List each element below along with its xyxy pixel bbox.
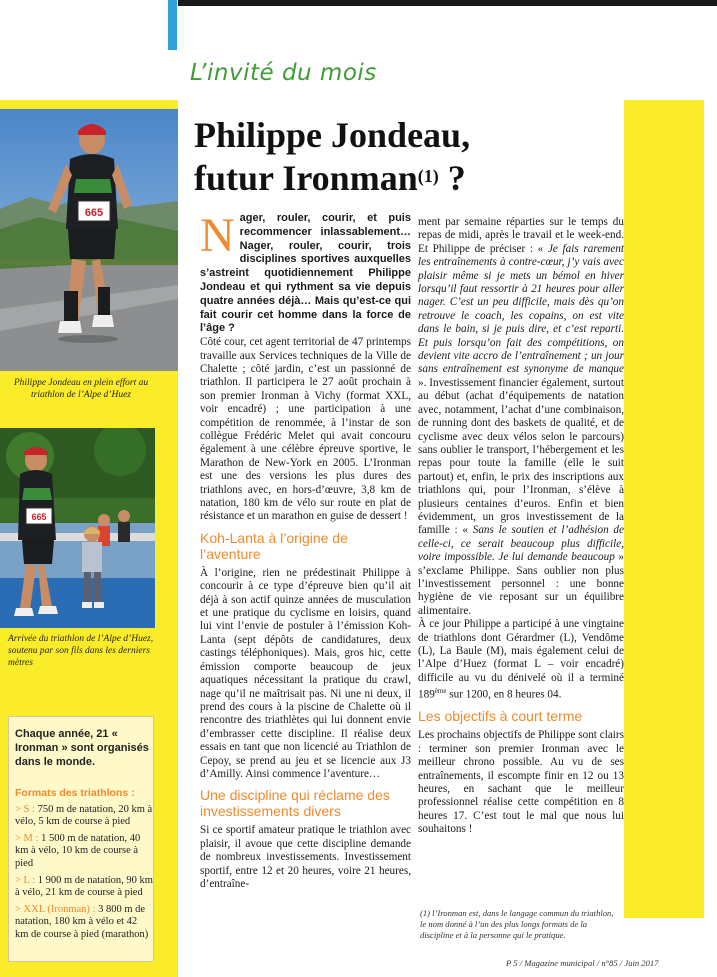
photo-caption-2: Arrivée du triathlon de l’Alpe d’Huez, soutenu par son fils dans les derniers mètres [8,634,154,668]
format-item-l [15,875,153,900]
top-rule [178,0,717,6]
formats-title: Formats des triathlons : [15,787,135,799]
triathlon-formats-box [8,716,154,962]
quote-family: Sans le soutien et l’adhésion de celle-ci, ce serait beaucoup plus difficile, voire impossible. Je lui demande beaucoup [418,524,624,564]
section-kicker: L’invité du mois [190,60,377,86]
format-label: XXL (Ironman) : [23,903,96,915]
formats-list [15,787,153,946]
format-bullet-icon: > [15,832,24,844]
paragraph-4-start: ment par semaine réparties sur le temps du repas de midi, après le travail et le week-end. Et Philippe de préciser : « [418,216,624,255]
paragraph-4-end: » s’exclame Philippe. Sans oublier non plus l’investissement personnel : une bonne hygiène de vie reposant sur un équilibre alimentaire. [418,551,624,617]
format-item-xxl [15,904,153,942]
headline-line-1: Philippe Jondeau, [194,115,471,155]
paragraph-1: Côté cour, cet agent territorial de 47 printemps travaille aux Services techniques de la Ville de Chalette ; côté jardin, c’est un passionné de triathlon. Il participera le 27 août prochain à son premier Ironman à Vichy (format XXL, voir encadré) ; une participation à une compétition de renommée, à l’instar de son collègue Frédéric Melet qui avait concouru également à une célèbre épreuve sportive, le Marathon de New-York en 2005. L’Ironman est une des versions les plus dures des triathlons avec, en hors-d’œuvre, 3,8 km de natation, 180 km de vélo sur route en plat de résistance et un marathon en guise de dessert ! [200,336,411,523]
article-column-1 [200,209,411,891]
format-item-m [15,833,153,871]
paragraph-5-end: sur 1200, en 8 heures 04. [446,688,562,701]
photo-runner-mountain-road [0,109,178,371]
bib-number-2: 665 [31,512,47,522]
bib-number-1: 665 [84,207,104,219]
format-text: 3 800 m de natation, 180 km à vélo et 42 km de course à pied (marathon) [15,903,149,940]
format-item-s [15,804,153,829]
yellow-right-margin [624,198,704,918]
subhead-objectifs: Les objectifs à court terme [418,708,583,725]
paragraph-5-start: À ce jour Philippe a participé à une vingtaine de triathlons dont Gérardmer (L), Vendôme (L), La Baule (M), mais également celui de l’Alpe d’Huez (format L – voir encadré) difficile au vu du dénivelé où il a terminé 189 [418,618,624,701]
box-title: Chaque année, 21 « Ironman » sont organisés dans le monde. [15,728,149,768]
format-label: S : [23,803,35,815]
drop-cap: N [200,209,235,262]
paragraph-4-middle: ». Investissement financier également, surtout au début (achat d’équipements de natation avec, notamment, l’achat d’une combinaison, de running dont des baskets de qualité, et de cyclisme avec deux vélos selon le parcours) sans oublier le transport, l’hébergement et les repas pour toute la famille (elle le suit partout) et, enfin, le prix des inscriptions aux triathlons qui, pour l’Ironman, s’élève à plusieurs centaines d’euros. Enfin et bien évidemment, un gros investissement de la famille : « [418,376,624,537]
subhead-koh-lanta: Koh-Lanta à l’origine de l’aventure [200,529,348,562]
headline-question-mark: ? [438,158,466,198]
blue-accent-bar [168,0,177,50]
photo-runner-mountain-road-image [0,109,178,371]
headline-line-2 [194,157,624,200]
article-column-2 [418,216,624,837]
format-text: 1 500 m de natation, 40 km à vélo, 10 km de course à pied [15,832,141,869]
rank-superscript: ème [434,687,447,696]
paragraph-3: Si ce sportif amateur pratique le triathlon avec plaisir, il avoue que cette discipline demande de nombreux investissements. Investissement sportif, entre 12 et 20 heures, voire 21 heures, d’entraîne- [200,824,411,890]
photo-finish-with-son [0,428,155,628]
article-lead [200,209,411,336]
subhead-investissements: Une discipline qui réclame des investissements divers [200,787,390,820]
headline-footnote-marker: (1) [417,166,439,186]
format-label: L : [23,874,36,886]
paragraph-2: À l’origine, rien ne prédestinait Philippe à concourir à ce type d’épreuve bien qu’il ait déjà à son actif quinze années de musculation et une pratique du cyclisme en loisirs, quand lui vint l’envie de postuler à l’émission Koh-Lanta (sept dépôts de candidatures, deux castings téléphoniques). Mais, gros hic, cette émission comporte beaucoup de jeux aquatiques nécessitant la pratique du crawl, nage qu’il ne maîtrisait pas. Ni une ni deux, il prend des cours à la piscine de Chalette où il rencontre des triathlètes qui lui donnent envie d’embrasser cette discipline. Il réalise deux essais en tant que non licencié au Triathlon de Cepoy, se prend au jeu et se licencie aux J3 d’Amilly. Ainsi commence l’aventure… [200,566,411,780]
photo-caption-1: Philippe Jondeau en plein effort au triathlon de l’Alpe d’Huez [13,378,149,400]
quote-training: Je fais rarement les entraînements à contre-cœur, j’y vais avec plaisir même si je mets un bémol en hiver lorsqu’il faut ressortir à 21 heures pour aller nager. C’est un peu difficile, mais dès qu’on retrouve le coach, les copains, on est vite dans le bain, si je puis dire, et c’est reparti. Et puis lorsqu’on fait des compétitions, on devient vite accro de l’entraînement ; un jour sans entraînement est synonyme de manque [418,242,624,376]
lead-text: ager, rouler, courir, et puis recommencer inlassablement… Nager, rouler, courir, trois disciplines sportives auxquelles s’astreint quotidiennement Philippe Jondeau et qui rythment sa vie depuis quatre années déjà… Mais qu’est-ce qui fait courir cet homme dans la force de l’âge ? [200,212,411,335]
page-folio: P 5 / Magazine municipal / n°85 / Juin 2017 [506,958,659,968]
headline-line-2-text: futur Ironman [194,158,418,198]
format-label: M : [23,832,39,844]
paragraph-4 [418,216,624,618]
format-text: 1 900 m de natation, 90 km à vélo, 21 km de course à pied [15,874,153,899]
format-text: 750 m de natation, 20 km à vélo, 5 km de course à pied [15,803,153,828]
article-headline [194,114,624,200]
format-bullet-icon: > [15,874,24,886]
footnote: (1) l’Ironman est, dans le langage commun du triathlon, le nom donné à l’un des plus longs formats de la discipline et à la personne qui le pratique. [420,908,614,940]
paragraph-5 [418,618,624,702]
paragraph-6: Les prochains objectifs de Philippe sont clairs : terminer son premier Ironman avec le meilleur chrono possible. Au vu de ses entraînements, il escompte finir en 12 ou 13 heures, en sachant que le meilleur professionnel réalise cette compétition en 8 heures 17. C’est tout le mal que nous lui souhaitons ! [418,729,624,836]
format-bullet-icon: > [15,803,24,815]
format-bullet-icon: > [15,903,24,915]
photo-finish-with-son-image [0,428,155,628]
